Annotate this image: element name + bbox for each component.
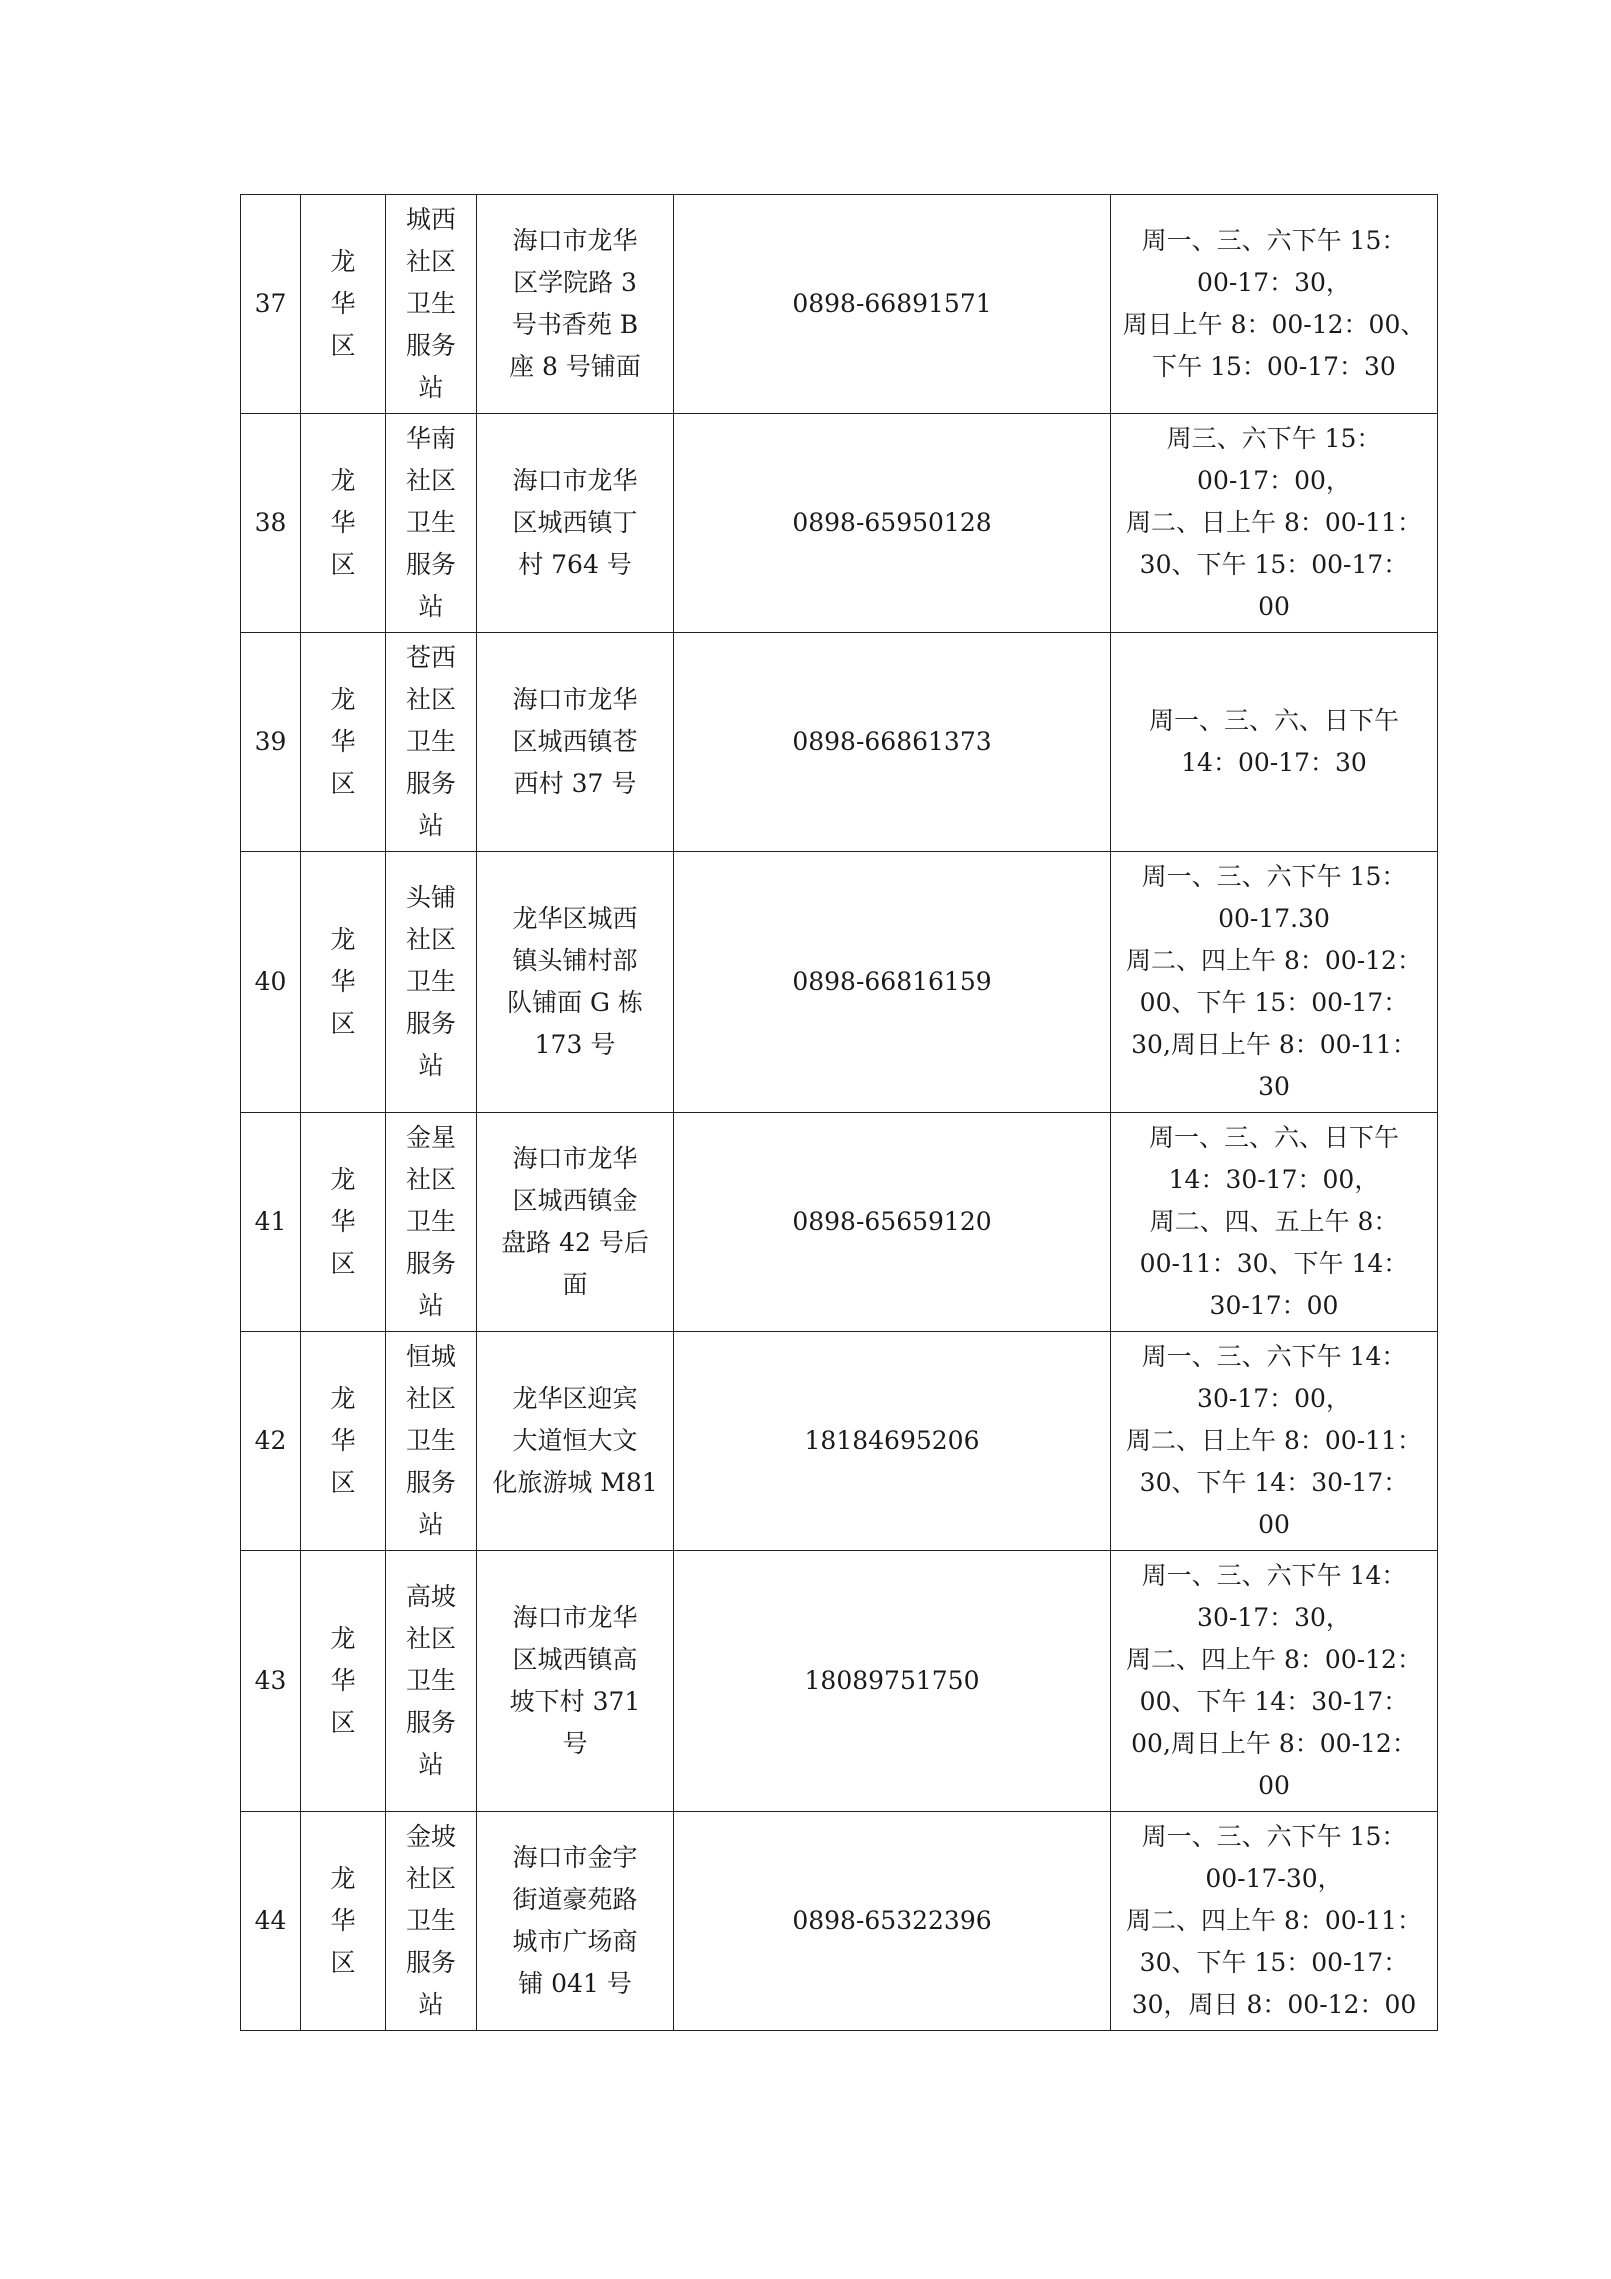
table-row <box>241 195 1438 414</box>
hours-cell: 周一、三、六下午 15： 00-17.30 周二、四上午 8：00-12： 00、下午 15：00-17： 30,周日上午 8：00-11： 30 <box>1111 852 1438 1113</box>
address-cell: 海口市龙华 区学院路 3 号书香苑 B 座 8 号铺面 <box>477 195 674 414</box>
row-number: 37 <box>241 195 301 414</box>
station-name-cell: 金星 社区 卫生 服务 站 <box>386 1113 477 1332</box>
table-row <box>241 1551 1438 1812</box>
phone-cell: 18184695206 <box>674 1332 1111 1551</box>
address-cell: 海口市龙华 区城西镇苍 西村 37 号 <box>477 633 674 852</box>
phone-cell: 18089751750 <box>674 1551 1111 1812</box>
address-cell: 海口市金宇 街道豪苑路 城市广场商 铺 041 号 <box>477 1812 674 2031</box>
phone-cell: 0898-66861373 <box>674 633 1111 852</box>
table-row <box>241 414 1438 633</box>
phone-cell: 0898-66816159 <box>674 852 1111 1113</box>
address-cell: 龙华区迎宾 大道恒大文 化旅游城 M81 <box>477 1332 674 1551</box>
row-number: 39 <box>241 633 301 852</box>
table-row <box>241 1113 1438 1332</box>
row-number: 38 <box>241 414 301 633</box>
row-number: 44 <box>241 1812 301 2031</box>
station-name-cell: 头铺 社区 卫生 服务 站 <box>386 852 477 1113</box>
table-row <box>241 1812 1438 2031</box>
table-row <box>241 1332 1438 1551</box>
station-name-cell: 华南 社区 卫生 服务 站 <box>386 414 477 633</box>
phone-cell: 0898-65950128 <box>674 414 1111 633</box>
address-cell: 海口市龙华 区城西镇丁 村 764 号 <box>477 414 674 633</box>
hours-cell: 周一、三、六、日下午 14：30-17：00， 周二、四、五上午 8： 00-11：30、下午 14： 30-17：00 <box>1111 1113 1438 1332</box>
address-cell: 海口市龙华 区城西镇金 盘路 42 号后 面 <box>477 1113 674 1332</box>
phone-cell: 0898-66891571 <box>674 195 1111 414</box>
health-station-table <box>240 194 1438 2031</box>
phone-cell: 0898-65659120 <box>674 1113 1111 1332</box>
table-row <box>241 633 1438 852</box>
station-name-cell: 金坡 社区 卫生 服务 站 <box>386 1812 477 2031</box>
address-cell: 龙华区城西 镇头铺村部 队铺面 G 栋 173 号 <box>477 852 674 1113</box>
hours-cell: 周一、三、六下午 15： 00-17-30， 周二、四上午 8：00-11： 30、下午 15：00-17： 30，周日 8：00-12：00 <box>1111 1812 1438 2031</box>
row-number: 42 <box>241 1332 301 1551</box>
row-number: 43 <box>241 1551 301 1812</box>
district-cell: 龙 华 区 <box>301 195 386 414</box>
hours-cell: 周一、三、六下午 15： 00-17：30， 周日上午 8：00-12：00、 下午 15：00-17：30 <box>1111 195 1438 414</box>
phone-cell: 0898-65322396 <box>674 1812 1111 2031</box>
station-name-cell: 苍西 社区 卫生 服务 站 <box>386 633 477 852</box>
district-cell: 龙 华 区 <box>301 852 386 1113</box>
district-cell: 龙 华 区 <box>301 414 386 633</box>
district-cell: 龙 华 区 <box>301 1113 386 1332</box>
hours-cell: 周一、三、六、日下午 14：00-17：30 <box>1111 633 1438 852</box>
station-name-cell: 城西 社区 卫生 服务 站 <box>386 195 477 414</box>
hours-cell: 周一、三、六下午 14： 30-17：30， 周二、四上午 8：00-12： 00、下午 14：30-17： 00,周日上午 8：00-12： 00 <box>1111 1551 1438 1812</box>
hours-cell: 周一、三、六下午 14： 30-17：00， 周二、日上午 8：00-11： 30、下午 14：30-17： 00 <box>1111 1332 1438 1551</box>
district-cell: 龙 华 区 <box>301 633 386 852</box>
hours-cell: 周三、六下午 15： 00-17：00， 周二、日上午 8：00-11： 30、下午 15：00-17： 00 <box>1111 414 1438 633</box>
station-name-cell: 恒城 社区 卫生 服务 站 <box>386 1332 477 1551</box>
row-number: 41 <box>241 1113 301 1332</box>
district-cell: 龙 华 区 <box>301 1812 386 2031</box>
row-number: 40 <box>241 852 301 1113</box>
table-row <box>241 852 1438 1113</box>
district-cell: 龙 华 区 <box>301 1551 386 1812</box>
station-name-cell: 高坡 社区 卫生 服务 站 <box>386 1551 477 1812</box>
district-cell: 龙 华 区 <box>301 1332 386 1551</box>
address-cell: 海口市龙华 区城西镇高 坡下村 371 号 <box>477 1551 674 1812</box>
